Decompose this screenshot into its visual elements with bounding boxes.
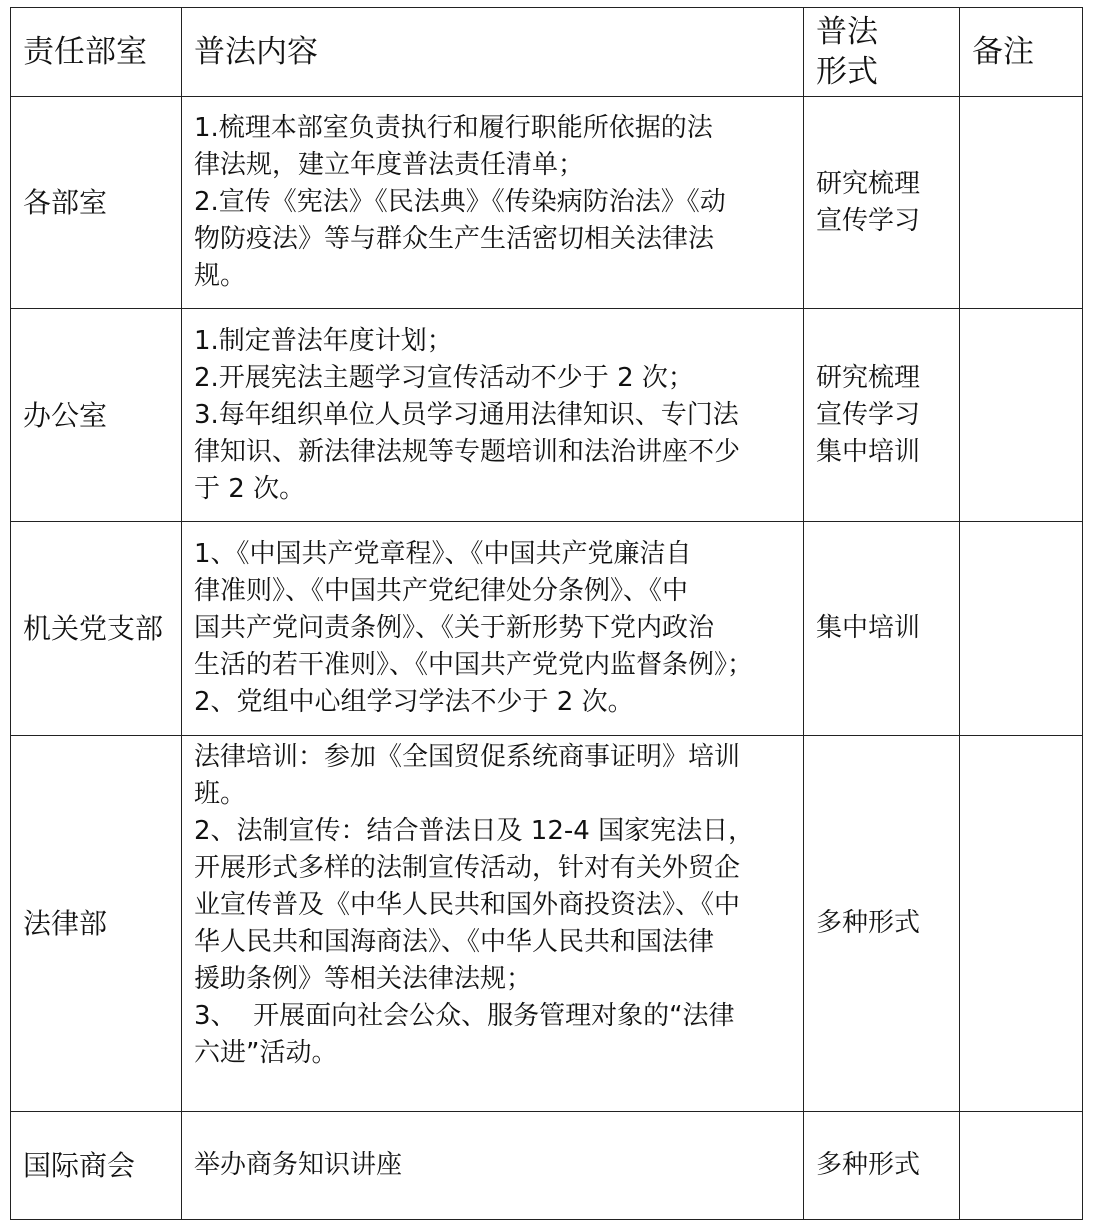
- content-cell: [182, 1112, 804, 1220]
- table-row: [11, 736, 1083, 1112]
- form-cell: 多种形式: [804, 736, 960, 1112]
- content-line: 2、法制宣传：结合普法日及 12-4 国家宪法日，: [194, 815, 755, 846]
- header-form: 普法 形式: [804, 8, 960, 97]
- dept-cell: 机关党支部: [11, 522, 182, 736]
- dept-cell: 国际商会: [11, 1112, 182, 1220]
- table-row: [11, 522, 1083, 736]
- header-note: 备注: [960, 8, 1083, 97]
- content-line: 3、 开展面向社会公众、服务管理对象的“法律: [194, 1000, 735, 1031]
- content-line: 开展形式多样的法制宣传活动，针对有关外贸企: [194, 852, 741, 883]
- content-line: 法律培训：参加《全国贸促系统商事证明》培训: [194, 741, 741, 772]
- table-row: [11, 1112, 1083, 1220]
- form-cell: 研究梳理 宣传学习: [804, 97, 960, 309]
- content-cell: [182, 309, 804, 522]
- content-line: 律知识、新法律法规等专题培训和法治讲座不少: [194, 436, 741, 467]
- content-line: 援助条例》等相关法律法规；: [194, 963, 533, 994]
- table-row: [11, 309, 1083, 522]
- content-line: [194, 1072, 791, 1109]
- content-line: 2.开展宪法主题学习宣传活动不少于 2 次；: [194, 362, 694, 393]
- content-line: 律准则》、《中国共产党纪律处分条例》、《中: [194, 576, 689, 606]
- content-cell: [182, 736, 804, 1112]
- content-line: 生活的若干准则》、《中国共产党党内监督条例》；: [194, 650, 754, 680]
- content-line: 1、《中国共产党章程》、《中国共产党廉洁自: [194, 539, 692, 569]
- header-dept: 责任部室: [11, 8, 182, 97]
- form-cell: 集中培训: [804, 522, 960, 736]
- content-line: 于 2 次。: [194, 473, 306, 504]
- form-cell: 多种形式: [804, 1112, 960, 1220]
- content-line: 华人民共和国海商法》、《中华人民共和国法律: [194, 926, 715, 957]
- table-row: [11, 97, 1083, 309]
- header-content: 普法内容: [182, 8, 804, 97]
- dept-cell: 法律部: [11, 736, 182, 1112]
- law-popularization-table: [10, 7, 1083, 1220]
- dept-cell: 办公室: [11, 309, 182, 522]
- content-line: 业宣传普及《中华人民共和国外商投资法》、《中: [194, 889, 741, 920]
- content-line: 律法规，建立年度普法责任清单；: [194, 150, 585, 180]
- content-line: 2.宣传《宪法》《民法典》《传染病防治法》《动: [194, 187, 726, 217]
- content-line: 3.每年组织单位人员学习通用法律知识、专门法: [194, 399, 739, 430]
- note-cell: [960, 309, 1083, 522]
- note-cell: [960, 522, 1083, 736]
- note-cell: [960, 1112, 1083, 1220]
- content-cell: [182, 522, 804, 736]
- form-cell: 研究梳理 宣传学习 集中培训: [804, 309, 960, 522]
- note-cell: [960, 736, 1083, 1112]
- dept-cell: 各部室: [11, 97, 182, 309]
- header-row: [11, 8, 1083, 97]
- content-line: 规。: [194, 261, 247, 291]
- content-line: 1.梳理本部室负责执行和履行职能所依据的法: [194, 113, 713, 143]
- content-line: 六进”活动。: [194, 1037, 338, 1068]
- content-line: 1.制定普法年度计划；: [194, 325, 453, 356]
- content-line: 物防疫法》等与群众生产生活密切相关法律法: [194, 224, 715, 254]
- content-line: 举办商务知识讲座: [194, 1150, 403, 1180]
- content-line: 2、党组中心组学习学法不少于 2 次。: [194, 687, 634, 717]
- content-cell: [182, 97, 804, 309]
- table-body: [11, 8, 1083, 1220]
- note-cell: [960, 97, 1083, 309]
- content-line: 国共产党问责条例》、《关于新形势下党内政治: [194, 613, 715, 643]
- content-line: 班。: [194, 778, 247, 809]
